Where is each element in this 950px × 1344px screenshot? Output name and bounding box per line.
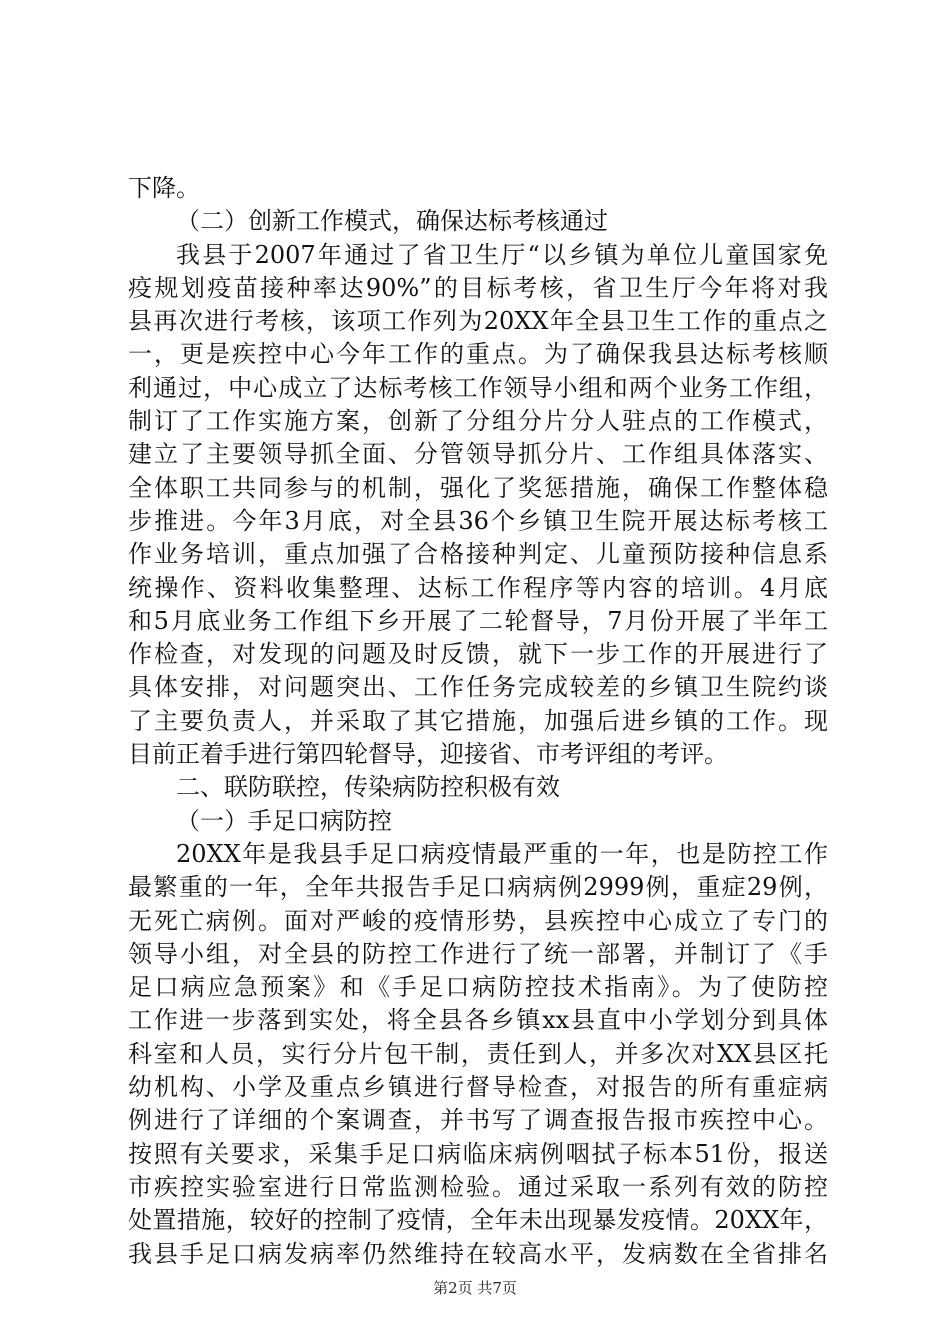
page-footer: 第2页 共7页 xyxy=(433,1279,517,1297)
text-line: 无死亡病例。面对严峻的疫情形势，县疾控中心成立了专门的 xyxy=(128,906,828,935)
text-line: 领导小组，对全县的防控工作进行了统一部署，并制订了《手 xyxy=(128,939,828,968)
text-line: 步推进。今年3月底，对全县36个乡镇卫生院开展达标考核工 xyxy=(128,506,828,535)
text-line: 和5月底业务工作组下乡开展了二轮督导，7月份开展了半年工 xyxy=(128,606,828,635)
text-line: 工作进一步落到实处，将全县各乡镇xx县直中小学划分到具体 xyxy=(128,1006,828,1035)
text-line: 疫规划疫苗接种率达90%”的目标考核，省卫生厅今年将对我 xyxy=(128,273,828,302)
text-line: 市疾控实验室进行日常监测检验。通过采取一系列有效的防控 xyxy=(128,1172,828,1201)
text-line: 建立了主要领导抓全面、分管领导抓分片、工作组具体落实、 xyxy=(128,440,828,469)
text-line: 二、联防联控，传染病防控积极有效 xyxy=(176,773,560,802)
text-line: 科室和人员，实行分片包干制，责任到人，并多次对XX县区托 xyxy=(128,1039,828,1068)
document-body xyxy=(128,172,828,1271)
text-line: 县再次进行考核，该项工作列为20XX年全县卫生工作的重点之 xyxy=(128,307,828,336)
text-line: 制订了工作实施方案，创新了分组分片分人驻点的工作模式， xyxy=(128,407,828,436)
text-line: 下降。 xyxy=(128,174,200,202)
text-line: 具体安排，对问题突出、工作任务完成较差的乡镇卫生院约谈 xyxy=(128,673,828,702)
text-line: 了主要负责人，并采取了其它措施，加强后进乡镇的工作。现 xyxy=(128,706,828,735)
text-line: 我县手足口病发病率仍然维持在较高水平，发病数在全省排名 xyxy=(128,1239,828,1268)
text-line: 一，更是疾控中心今年工作的重点。为了确保我县达标考核顺 xyxy=(128,340,828,369)
text-line: 统操作、资料收集整理、达标工作程序等内容的培训。4月底 xyxy=(128,573,828,602)
text-line: 我县于2007年通过了省卫生厅“以乡镇为单位儿童国家免 xyxy=(176,240,828,269)
text-line: 作业务培训，重点加强了合格接种判定、儿童预防接种信息系 xyxy=(128,540,828,569)
text-line: 足口病应急预案》和《手足口病防控技术指南》。为了使防控 xyxy=(128,973,828,1002)
text-line: （一）手足口病防控 xyxy=(176,806,392,835)
text-line: 20XX年是我县手足口病疫情最严重的一年，也是防控工作 xyxy=(176,839,828,868)
text-line: 例进行了详细的个案调查，并书写了调查报告报市疾控中心。 xyxy=(128,1106,828,1135)
text-line: 按照有关要求，采集手足口病临床病例咽拭子标本51份，报送 xyxy=(128,1139,828,1168)
text-line: 最繁重的一年，全年共报告手足口病病例2999例，重症29例， xyxy=(128,873,828,902)
text-line: 全体职工共同参与的机制，强化了奖惩措施，确保工作整体稳 xyxy=(128,473,828,502)
text-line: 处置措施，较好的控制了疫情，全年未出现暴发疫情。20XX年， xyxy=(128,1206,828,1235)
text-line: （二）创新工作模式，确保达标考核通过 xyxy=(176,207,608,236)
text-line: 目前正着手进行第四轮督导，迎接省、市考评组的考评。 xyxy=(128,740,728,769)
text-line: 作检查，对发现的问题及时反馈，就下一步工作的开展进行了 xyxy=(128,640,828,669)
text-line: 幼机构、小学及重点乡镇进行督导检查，对报告的所有重症病 xyxy=(128,1073,828,1102)
text-line: 利通过，中心成立了达标考核工作领导小组和两个业务工作组， xyxy=(128,373,828,402)
